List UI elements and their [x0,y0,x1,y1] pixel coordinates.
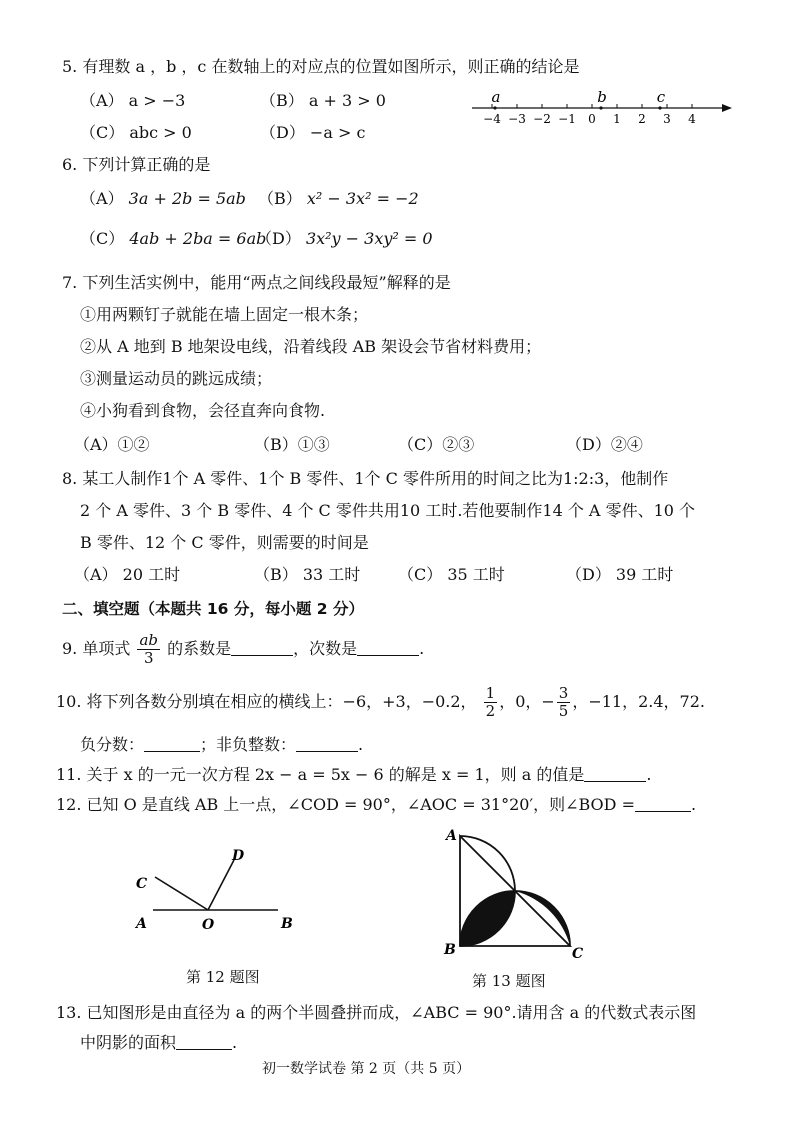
q10-sep: ；非负整数： [200,735,297,754]
q10-fraction-half-denominator: 2 [485,702,496,720]
q6-option-a [80,188,246,210]
q5-stem: 5. 有理数 a ，b ，c 在数轴上的对应点的位置如图所示，则正确的结论是 [62,57,580,76]
shaded-lens-3 [460,891,515,946]
point-a-dot [493,106,496,109]
q10-prefix: 10. 将下列各数分别填在相应的横线上：−6，+3，−0.2， [56,692,477,711]
q12-text: 12. 已知 O 是直线 AB 上一点，∠COD = 90°，∠AOC = 31°20′，则∠BOD = [56,795,635,814]
q12-blank[interactable] [635,795,691,812]
point-b-label: b [597,88,607,106]
q13-line-2-text: 中阴影的面积 [80,1033,177,1052]
q10-fraction-half [484,685,498,720]
q7-item-3: ③测量运动员的跳远成绩； [80,369,273,388]
number-line-figure [470,84,740,128]
q6-option-a-label: （A） [80,189,124,208]
q6-option-b [258,188,419,210]
label-a: A [136,916,147,932]
q9-blank-coefficient[interactable] [231,639,293,656]
q6-option-a-expr: 3a + 2b = 5ab [128,189,246,208]
point-a-label: a [491,88,501,106]
q10-answers [80,734,363,756]
q10-mid: ，0，− [499,692,555,711]
ray-od [208,860,234,910]
q13-blank[interactable] [176,1033,232,1050]
label-b: B [444,942,456,958]
ray-oc [155,877,208,910]
q7-option-a: （A）①② [74,435,150,454]
point-b-dot [599,106,602,109]
label-o: O [202,917,215,933]
q6-option-b-expr: x² − 3x² = −2 [306,189,419,208]
q8-option-b: （B） 33 工时 [254,565,361,584]
q10-blank-negative-fractions[interactable] [144,735,200,752]
q5-option-c: （C） abc > 0 [80,123,192,142]
figure-13-semicircles [440,826,600,966]
q10-fraction-three-fifths-denominator: 5 [558,702,569,720]
q7-option-c: （C）②③ [398,435,475,454]
q10-fraction-three-fifths-numerator: 3 [558,684,569,702]
q10-fraction-half-numerator: 1 [485,684,496,702]
q5-option-b: （B） a + 3 > 0 [260,91,386,110]
number-line-tick-label: 0 [588,112,596,126]
q6-option-c-expr: 4ab + 2ba = 6ab [129,229,267,248]
q9-fraction [137,632,160,667]
point-c-label: c [656,88,666,106]
q6-option-c [80,228,266,250]
q7-option-b: （B）①③ [254,435,330,454]
q10-stem [56,684,705,720]
label-d: D [232,848,245,864]
page-footer: 初一数学试卷 第 2 页（共 5 页） [262,1061,471,1077]
q13-line-2 [80,1032,237,1054]
q10-negative-fractions-label: 负分数： [80,735,145,754]
number-line-tick-label: 1 [613,112,621,126]
q5-option-d: （D） −a > c [260,123,366,142]
q13-end: . [232,1033,238,1052]
number-line-tick-label: 3 [663,112,671,126]
number-line-tick-label: −1 [558,112,576,126]
q8-option-a: （A） 20 工时 [74,565,181,584]
figure-12-angle-diagram [128,840,308,940]
q9-fraction-denominator: 3 [143,649,154,667]
label-b: B [281,916,293,932]
q6-option-d-label: （D） [256,229,301,248]
q12 [56,794,696,816]
q6-option-c-label: （C） [80,229,125,248]
q8-line-3: B 零件、12 个 C 零件，则需要的时间是 [80,533,369,552]
q8-option-c: （C） 35 工时 [398,565,505,584]
q6-option-d-expr: 3x²y − 3xy² = 0 [305,229,433,248]
q9-fraction-numerator: ab [139,631,158,649]
q7-item-2: ②从 A 地到 B 地架设电线，沿着线段 AB 架设会节省材料费用； [80,337,542,356]
q5-option-a: （A） a > −3 [80,91,186,110]
q8-option-d: （D） 39 工时 [566,565,674,584]
label-c: C [572,946,584,962]
q12-end: . [691,795,697,814]
q6-stem: 6. 下列计算正确的是 [62,155,211,174]
q6-option-d [256,228,433,250]
figure-13-caption: 第 13 题图 [472,972,546,990]
q11-text: 11. 关于 x 的一元一次方程 2x − a = 5x − 6 的解是 x = 1，则 a 的值是 [56,765,585,784]
q9-text-mid: 的系数是 [167,639,232,658]
label-a: A [446,828,457,844]
q10-fraction-three-fifths [557,685,571,720]
q8-line-1: 8. 某工人制作1个 A 零件、1个 B 零件、1个 C 零件所用的时间之比为1:2:3，他制作 [62,469,669,488]
q9-text-end: . [419,639,425,658]
q11 [56,764,651,786]
q7-option-d: （D）②④ [566,435,643,454]
q11-end: . [646,765,652,784]
point-c-dot [658,106,661,109]
number-line-tick-label: −4 [483,112,501,126]
number-line-tick-label: 2 [638,112,646,126]
q10-suffix: ，−11，2.4，72. [572,692,706,711]
number-line-tick-label: −2 [533,112,551,126]
label-c: C [136,876,148,892]
q6-option-b-label: （B） [258,189,302,208]
number-line-tick-label: −3 [508,112,526,126]
q9-text-sep: ，次数是 [293,639,358,658]
section-2-title: 二、填空题（本题共 16 分，每小题 2 分） [62,600,364,618]
q9-blank-degree[interactable] [357,639,419,656]
q8-line-2: 2 个 A 零件、3 个 B 零件、4 个 C 零件共用10 工时.若他要制作14 个 A 零件、10 个 [80,501,696,520]
q7-item-1: ①用两颗钉子就能在墙上固定一根木条； [80,305,369,324]
number-line-tick-label: 4 [688,112,696,126]
q10-blank-nonnegative-integers[interactable] [296,735,358,752]
q9-prefix: 9. 单项式 [62,639,131,658]
q7-stem: 7. 下列生活实例中，能用“两点之间线段最短”解释的是 [62,273,451,292]
q13-line-1: 13. 已知图形是由直径为 a 的两个半圆叠拼而成，∠ABC = 90°.请用含 a 的代数式表示图 [56,1003,697,1022]
figure-12-caption: 第 12 题图 [186,968,260,986]
q10-end: . [358,735,364,754]
q11-blank[interactable] [584,765,646,782]
q9 [62,632,424,667]
q7-item-4: ④小狗看到食物，会径直奔向食物. [80,401,326,420]
